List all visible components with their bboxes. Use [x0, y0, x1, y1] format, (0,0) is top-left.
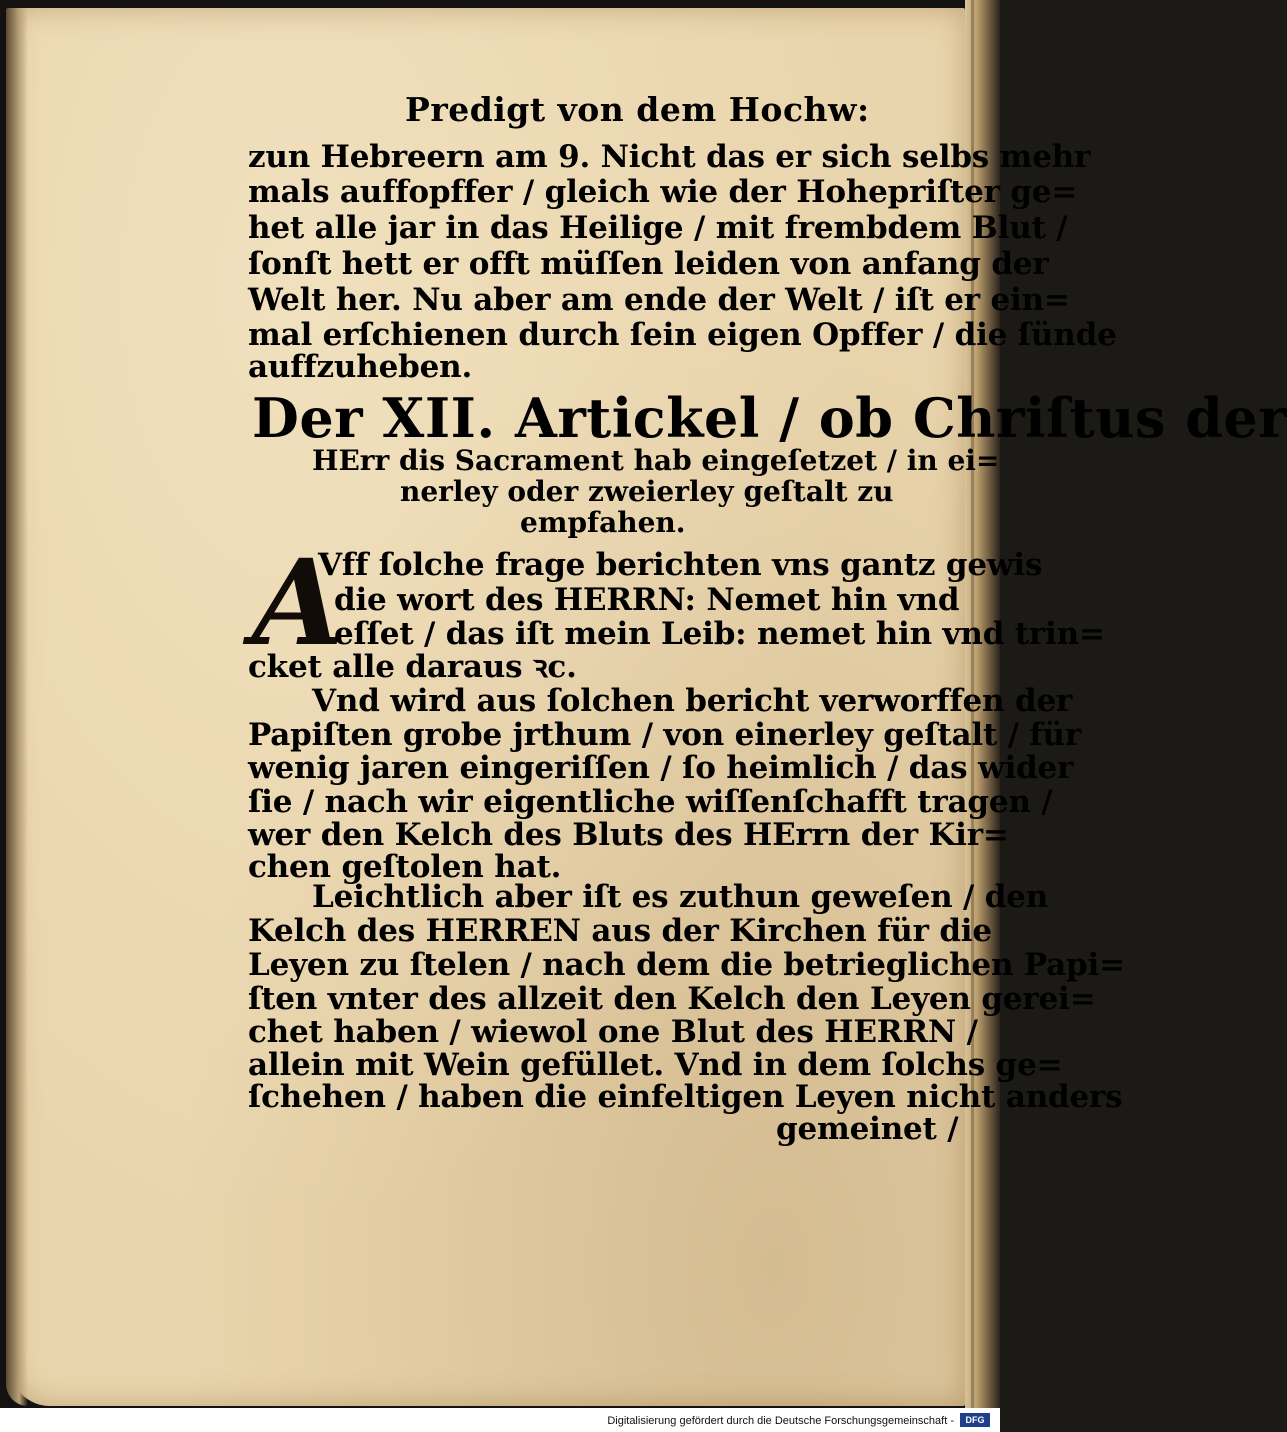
text-line: wer den Kelch des Bluts des HErrn der Kir= [248, 817, 1009, 853]
footer-bar [0, 1408, 1000, 1432]
article-subtitle-line: nerley oder zweierley geſtalt zu [400, 475, 894, 508]
text-line: het alle jar in das Heilige / mit frembdem Blut / [248, 210, 1068, 246]
text-line: mals auffopffer / gleich wie der Hohepriſter ge= [248, 174, 1078, 210]
article-title: Der XII. Artickel / ob Chriſtus der [252, 386, 1287, 450]
text-line: Kelch des HERREN aus der Kirchen für die [248, 913, 992, 949]
running-header: Predigt von dem Hochw: [405, 90, 870, 129]
catchword: gemeinet / [776, 1111, 959, 1147]
funding-notice: Digitalisierung gefördert durch die Deutsche Forschungsgemeinschaft - [607, 1415, 954, 1427]
text-line: Papiſten grobe jrthum / von einerley geſtalt / für [248, 717, 1082, 753]
article-subtitle-line: empfahen. [520, 506, 686, 539]
text-line: Welt her. Nu aber am ende der Welt / iſt er ein= [248, 282, 1070, 318]
text-line: chen geſtolen hat. [248, 849, 562, 885]
text-line: Leyen zu ſtelen / nach dem die betrieglichen Papi= [248, 947, 1125, 983]
text-line: cket alle daraus ꝛc. [248, 649, 577, 685]
text-line: Vff ſolche frage berichten vns gantz gewis [318, 547, 1043, 583]
text-line: wenig jaren eingeriſſen / ſo heimlich / das wider [248, 750, 1074, 786]
text-line: ſchehen / haben die einfeltigen Leyen nicht anders [248, 1079, 1123, 1115]
decorated-initial: A [252, 533, 344, 672]
text-line: allein mit Wein gefüllet. Vnd in dem ſolchs ge= [248, 1047, 1063, 1083]
text-line: ſten vnter des allzeit den Kelch den Leyen gerei= [248, 981, 1096, 1017]
text-line: mal erſchienen durch ſein eigen Opffer / die ſünde [248, 317, 1117, 353]
text-line: Vnd wird aus ſolchen bericht verworffen der [312, 683, 1073, 719]
article-subtitle-line: HErr dis Sacrament hab eingeſetzet / in ei= [312, 444, 1000, 477]
text-line: chet haben / wiewol one Blut des HERRN / [248, 1014, 978, 1050]
text-line: die wort des HERRN: Nemet hin vnd [334, 582, 960, 618]
text-line: zun Hebreern am 9. Nicht das er sich selbs mehr [248, 139, 1091, 175]
text-line: ſonſt hett er offt müſſen leiden von anfang der [248, 246, 1049, 282]
text-line: ſie / nach wir eigentliche wiſſenſchafft tragen / [248, 784, 1053, 820]
text-line: Leichtlich aber iſt es zuthun geweſen / den [312, 879, 1049, 915]
dfg-logo: DFG [960, 1413, 990, 1427]
text-line: eſſet / das iſt mein Leib: nemet hin vnd trin= [334, 616, 1105, 652]
text-line: auffzuheben. [248, 349, 473, 385]
